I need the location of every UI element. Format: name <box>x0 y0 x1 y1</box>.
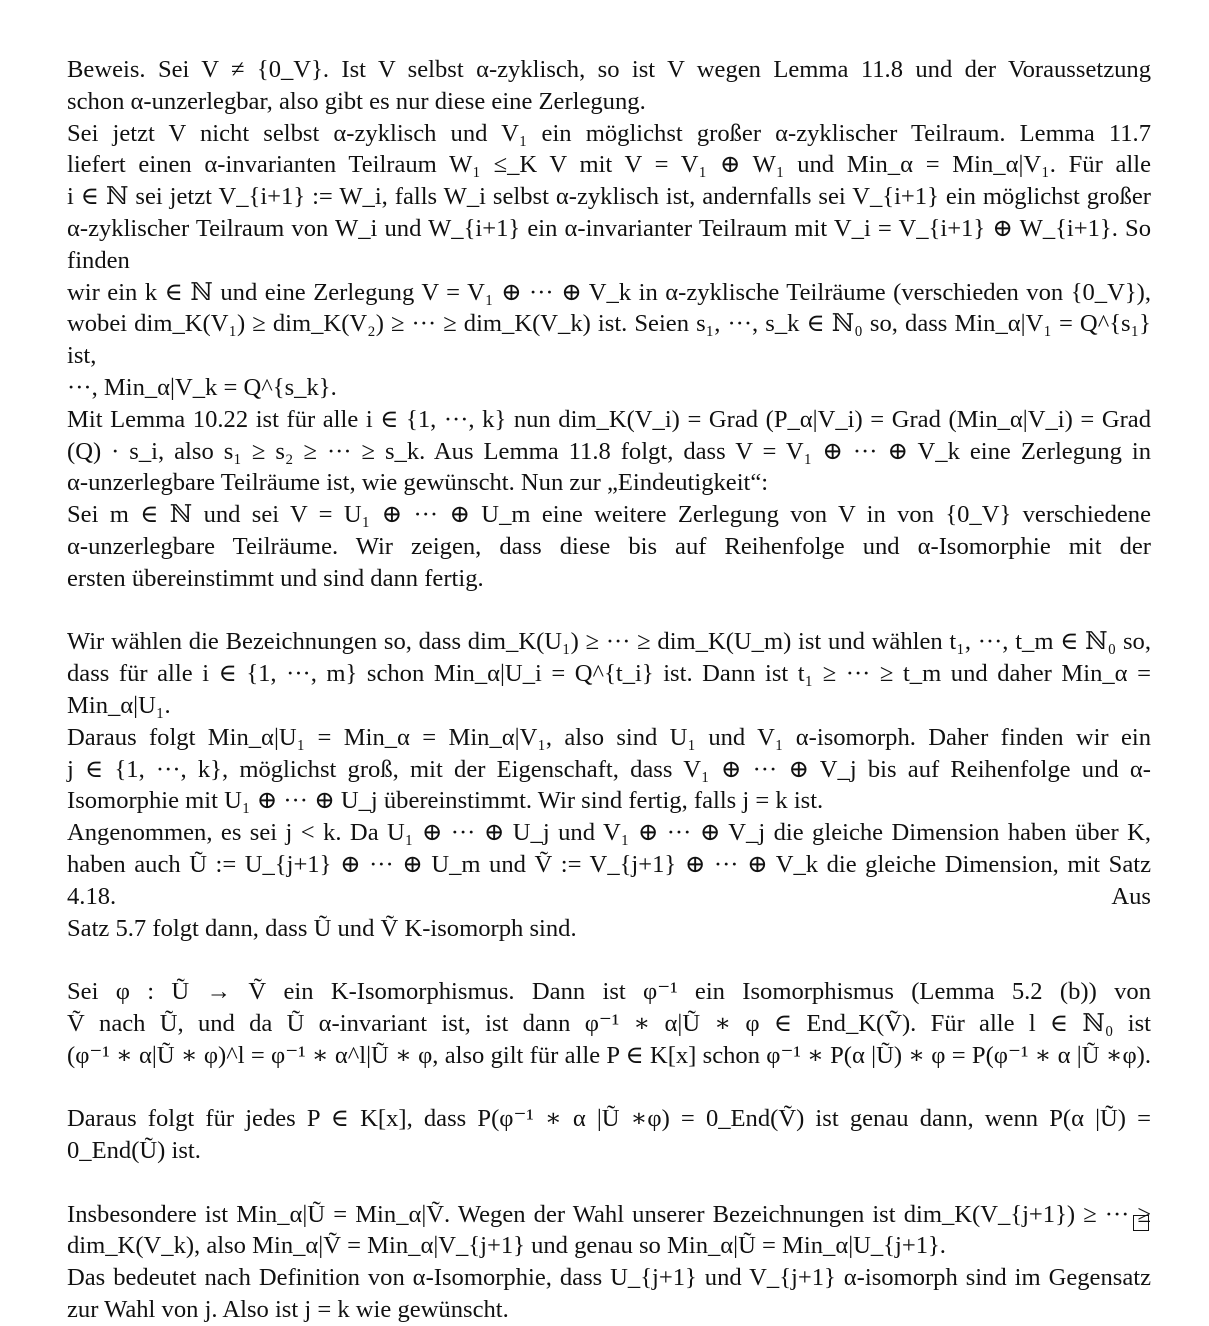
text-line: Sei φ : Ũ → Ṽ ein K-Isomorphismus. Dann ist φ⁻¹ ein Isomorphismus (Lemma 5.2 (b)) von <box>67 978 1151 1006</box>
text-line: wobei dim_K(V₁) ≥ dim_K(V₂) ≥ ··· ≥ dim_K(V_k) ist. Seien s₁, ···, s_k ∈ ℕ₀ so, dass Min_α|V₁ = Q^{s₁} ist, <box>67 310 1151 370</box>
qed-square-icon <box>1133 1215 1149 1231</box>
text-line: Wir wählen die Bezeichnungen so, dass dim_K(U₁) ≥ ··· ≥ dim_K(U_m) ist und wählen t₁, ···, t_m ∈ ℕ₀ so, <box>67 628 1151 656</box>
text-line: liefert einen α-invarianten Teilraum W₁ ≤_K V mit V = V₁ ⊕ W₁ und Min_α = Min_α|V₁. Für alle <box>67 151 1151 179</box>
text-line: schon α-unzerlegbar, also gibt es nur diese eine Zerlegung. <box>67 87 646 115</box>
text-line: α-unzerlegbare Teilräume ist, wie gewünscht. Nun zur „Eindeutigkeit“: <box>67 469 769 497</box>
text-line: haben auch Ũ := U_{j+1} ⊕ ··· ⊕ U_m und Ṽ := V_{j+1} ⊕ ··· ⊕ V_k die gleiche Dimension, mit Satz 4.18. Aus <box>67 850 1151 910</box>
text-line: Sei jetzt V nicht selbst α-zyklisch und V₁ ein möglichst großer α-zyklischer Teilraum. Lemma 11.7 <box>67 119 1151 147</box>
text-line: Das bedeutet nach Definition von α-Isomorphie, dass U_{j+1} und V_{j+1} α-isomorph sind im Gegensatz <box>67 1264 1151 1292</box>
text-line: dass für alle i ∈ {1, ···, m} schon Min_α|U_i = Q^{t_i} ist. Dann ist t₁ ≥ ··· ≥ t_m und daher Min_α = Min_α|U₁. <box>67 660 1151 719</box>
text-line: Daraus folgt Min_α|U₁ = Min_α = Min_α|V₁, also sind U₁ und V₁ α-isomorph. Daher finden wir ein <box>67 723 1151 751</box>
text-line: wir ein k ∈ ℕ und eine Zerlegung V = V₁ ⊕ ··· ⊕ V_k in α-zyklische Teilräume (verschieden von {0_V}), <box>67 278 1151 306</box>
paragraph-gap <box>67 1167 1151 1199</box>
text-line: Mit Lemma 10.22 ist für alle i ∈ {1, ···, k} nun dim_K(V_i) = Grad (P_α|V_i) = Grad (Min_α|V_i) = Grad <box>67 405 1151 433</box>
text-line: i ∈ ℕ sei jetzt V_{i+1} := W_i, falls W_i selbst α-zyklisch ist, andernfalls sei V_{i+1} ein möglichst großer <box>67 183 1151 211</box>
text-line: 0_End(Ũ) ist. <box>67 1137 201 1165</box>
text-line: ersten übereinstimmt und sind dann fertig. <box>67 564 484 592</box>
text-line: Satz 5.7 folgt dann, dass Ũ und Ṽ K-isomorph sind. <box>67 914 577 942</box>
text-line: ···, Min_α|V_k = Q^{s_k}. <box>67 373 337 401</box>
text-line: Daraus folgt für jedes P ∈ K[x], dass P(φ⁻¹ ∗ α |Ũ ∗φ) = 0_End(Ṽ) ist genau dann, wenn P(α |Ũ) = <box>67 1105 1151 1133</box>
text-line: Isomorphie mit U₁ ⊕ ··· ⊕ U_j übereinstimmt. Wir sind fertig, falls j = k ist. <box>67 787 824 815</box>
text-line: Ṽ nach Ũ, und da Ũ α-invariant ist, ist dann φ⁻¹ ∗ α|Ũ ∗ φ ∈ End_K(Ṽ). Für alle l ∈ ℕ₀ ist <box>67 1009 1151 1037</box>
text-line: (Q) · s_i, also s₁ ≥ s₂ ≥ ··· ≥ s_k. Aus Lemma 11.8 folgt, dass V = V₁ ⊕ ··· ⊕ V_k eine Zerlegung in <box>67 437 1151 465</box>
text-line: Insbesondere ist Min_α|Ũ = Min_α|Ṽ. Wegen der Wahl unserer Bezeichnungen ist dim_K(V_{j+1}) ≥ ··· ≥ <box>67 1200 1151 1228</box>
text-line: Sei m ∈ ℕ und sei V = U₁ ⊕ ··· ⊕ U_m eine weitere Zerlegung von V in von {0_V} verschiedene <box>67 501 1151 529</box>
text-line: Angenommen, es sei j < k. Da U₁ ⊕ ··· ⊕ U_j und V₁ ⊕ ··· ⊕ V_j die gleiche Dimension haben über K, <box>67 819 1151 847</box>
proof-text <box>67 54 1151 1326</box>
text-line: α-unzerlegbare Teilräume. Wir zeigen, dass diese bis auf Reihenfolge und α-Isomorphie mit der <box>67 532 1151 560</box>
paragraph-gap <box>67 595 1151 627</box>
text-line: j ∈ {1, ···, k}, möglichst groß, mit der Eigenschaft, dass V₁ ⊕ ··· ⊕ V_j bis auf Reihenfolge und α- <box>67 755 1151 783</box>
text-line: α-zyklischer Teilraum von W_i und W_{i+1} ein α-invarianter Teilraum mit V_i = V_{i+1} ⊕ W_{i+1}. So finden <box>67 214 1151 274</box>
text-line: dim_K(V_k), also Min_α|Ṽ = Min_α|V_{j+1} und genau so Min_α|Ũ = Min_α|U_{j+1}. <box>67 1232 946 1260</box>
text-line: Beweis. Sei V ≠ {0_V}. Ist V selbst α-zyklisch, so ist V wegen Lemma 11.8 und der Voraussetzung <box>67 56 1151 83</box>
text-line: (φ⁻¹ ∗ α|Ũ ∗ φ)^l = φ⁻¹ ∗ α^l|Ũ ∗ φ, also gilt für alle P ∈ K[x] schon φ⁻¹ ∗ P(α |Ũ) ∗ φ = P(φ⁻¹ ∗ α |Ũ ∗φ). <box>67 1041 1151 1069</box>
paragraph-gap <box>67 944 1151 976</box>
paragraph-gap <box>67 1072 1151 1104</box>
text-line: zur Wahl von j. Also ist j = k wie gewünscht. <box>67 1296 509 1324</box>
